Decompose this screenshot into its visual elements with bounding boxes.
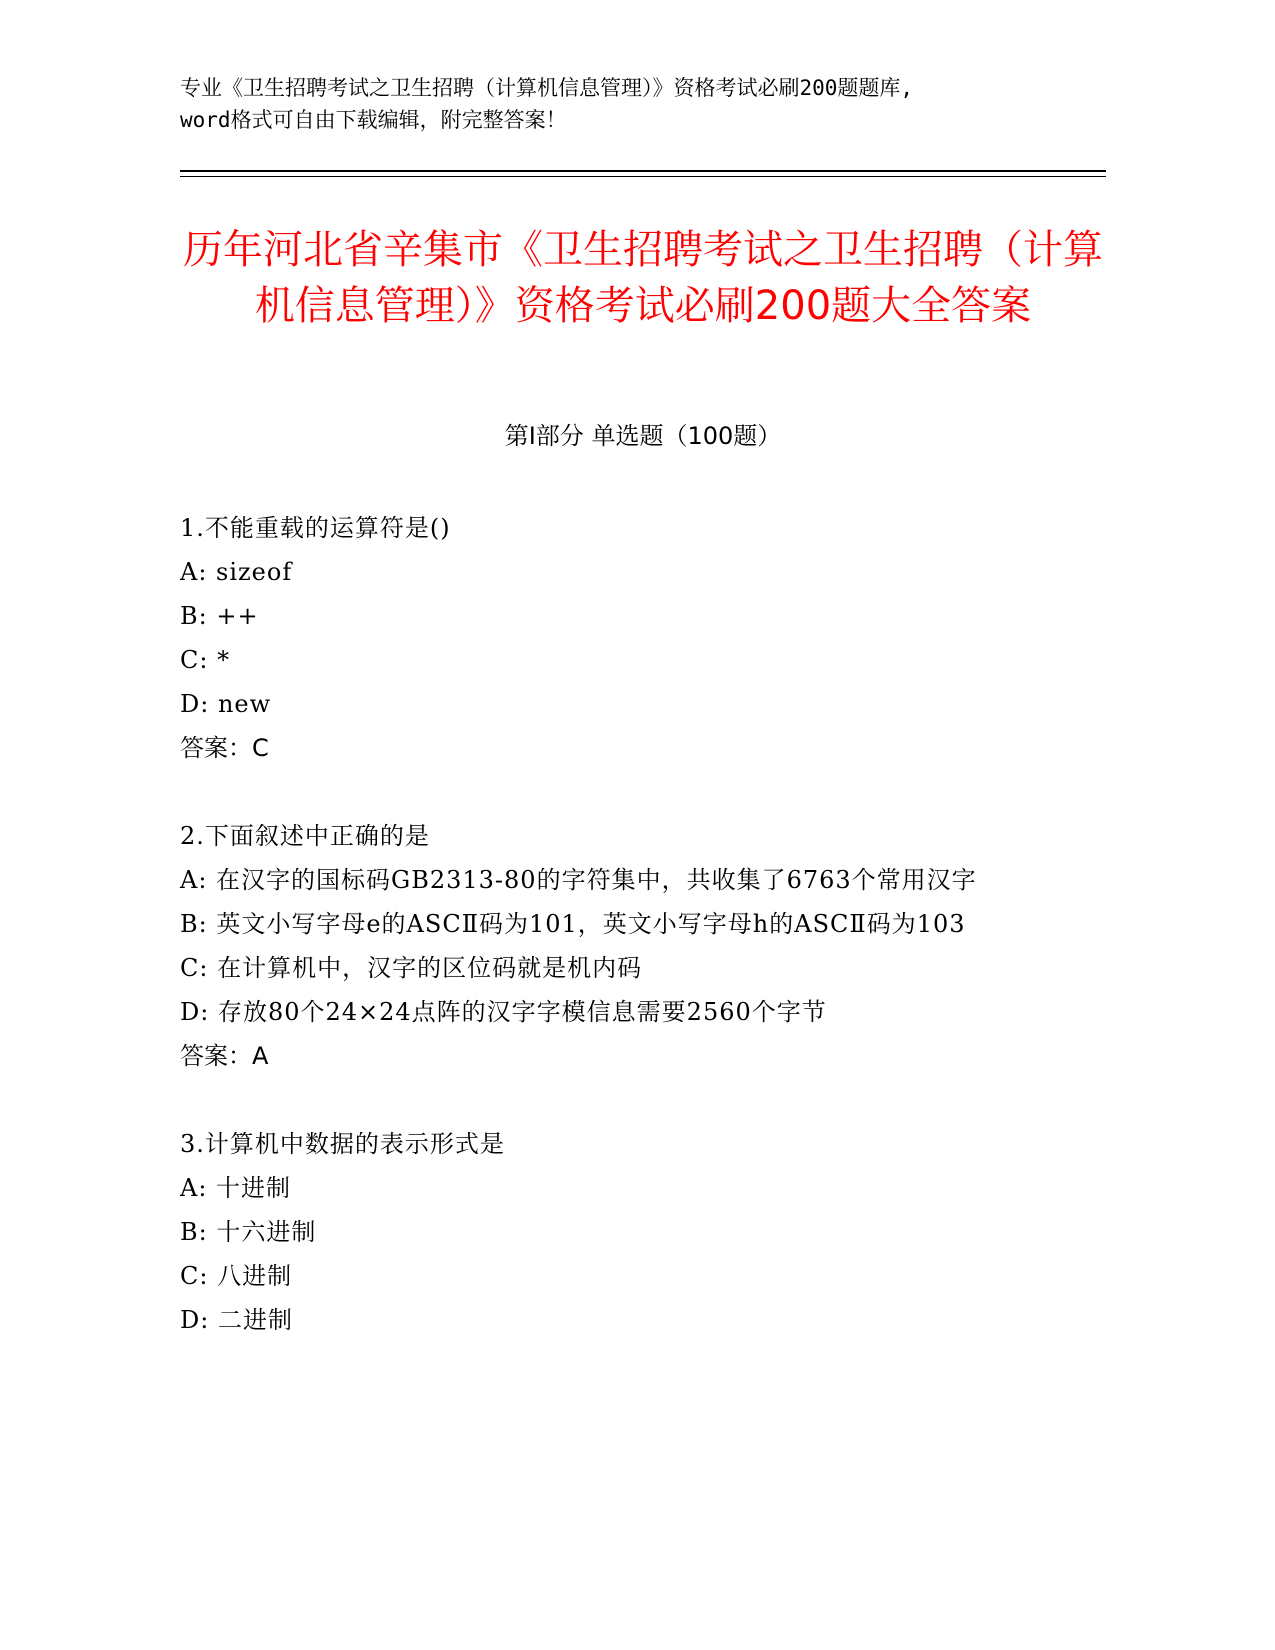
header-note-line-2: word格式可自由下载编辑，附完整答案！ — [180, 108, 567, 132]
option-c: C: 八进制 — [180, 1262, 293, 1290]
option-b: B: ++ — [180, 602, 259, 630]
question-stem: 3.计算机中数据的表示形式是 — [180, 1130, 505, 1158]
header-note-line-1: 专业《卫生招聘考试之卫生招聘（计算机信息管理）》资格考试必刷200题题库, — [180, 76, 914, 100]
header-divider-thick — [180, 170, 1106, 172]
question-list — [180, 506, 1040, 1386]
option-b: B: 英文小写字母e的ASCⅡ码为101，英文小写字母h的ASCⅡ码为103 — [180, 910, 966, 938]
answer-line: 答案：C — [180, 734, 269, 762]
option-d: D: 存放80个24×24点阵的汉字字模信息需要2560个字节 — [180, 998, 827, 1026]
option-a: A: 在汉字的国标码GB2313-80的字符集中，共收集了6763个常用汉字 — [180, 866, 977, 894]
answer-line: 答案：A — [180, 1042, 269, 1070]
header-divider-thin — [180, 176, 1106, 177]
option-b: B: 十六进制 — [180, 1218, 317, 1246]
question-1 — [180, 506, 1040, 770]
question-stem: 2.下面叙述中正确的是 — [180, 822, 430, 850]
option-d: D: new — [180, 690, 272, 718]
document-title: 历年河北省辛集市《卫生招聘考试之卫生招聘（计算机信息管理）》资格考试必刷200题大全答案 — [183, 227, 1103, 329]
question-3 — [180, 1122, 1040, 1342]
option-d: D: 二进制 — [180, 1306, 293, 1334]
option-a: A: sizeof — [180, 558, 293, 586]
option-c: C: * — [180, 646, 231, 674]
section-heading: 第Ⅰ部分 单选题（100题） — [504, 422, 782, 450]
header-note — [180, 72, 1080, 136]
option-a: A: 十进制 — [180, 1174, 292, 1202]
option-c: C: 在计算机中，汉字的区位码就是机内码 — [180, 954, 643, 982]
question-2 — [180, 814, 1040, 1078]
question-stem: 1.不能重载的运算符是() — [180, 514, 451, 542]
